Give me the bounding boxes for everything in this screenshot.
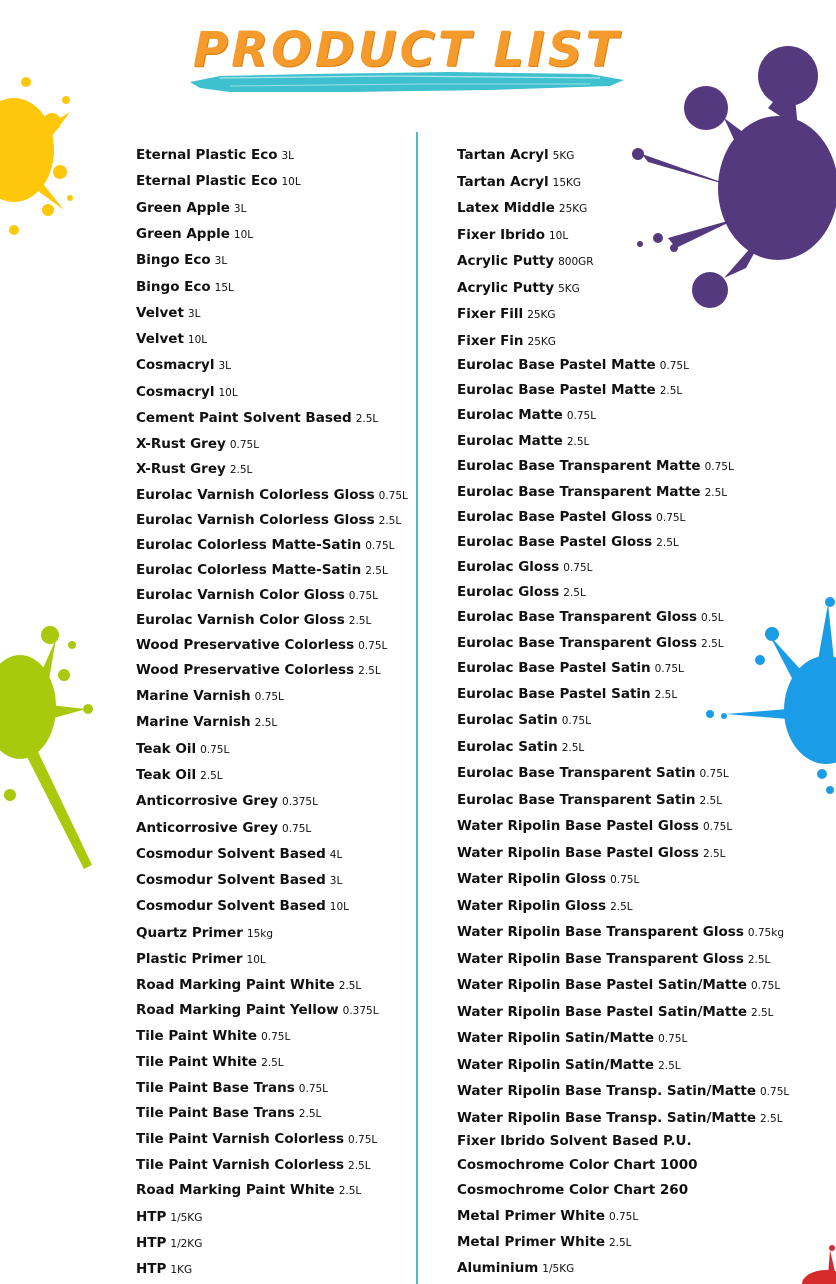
product-size: 2.5L xyxy=(701,637,724,650)
product-item xyxy=(136,354,231,373)
product-item xyxy=(457,379,682,398)
product-item xyxy=(457,250,594,269)
product-size: 3L xyxy=(329,875,343,888)
product-item xyxy=(136,1077,328,1096)
product-name: Cement Paint Solvent Based xyxy=(136,410,352,426)
product-item xyxy=(136,895,349,914)
product-item xyxy=(136,197,246,216)
product-name: Eurolac Varnish Colorless Gloss xyxy=(136,511,375,528)
product-name: Fixer Fill xyxy=(457,306,524,322)
product-size: 3L xyxy=(233,202,247,215)
product-item xyxy=(457,303,556,322)
product-size: 10L xyxy=(246,954,266,966)
product-size: 0.75L xyxy=(760,1086,790,1098)
product-size: 2.5L xyxy=(566,435,590,448)
product-name: Cosmodur Solvent Based xyxy=(136,872,326,889)
product-name: Eurolac Satin xyxy=(457,738,558,755)
product-name: Latex Middle xyxy=(457,200,555,216)
product-size: 2.5L xyxy=(702,847,726,860)
product-name: Tile Paint White xyxy=(136,1053,258,1070)
product-item xyxy=(136,869,342,888)
product-size: 0.75L xyxy=(200,743,230,756)
product-item xyxy=(136,1128,377,1147)
product-size: 0.75L xyxy=(658,1033,688,1045)
product-size: 0.75kg xyxy=(747,927,784,939)
product-item xyxy=(136,144,294,163)
product-name: Eurolac Base Transparent Satin xyxy=(457,791,696,808)
product-item xyxy=(457,815,732,834)
product-item xyxy=(457,354,689,373)
product-item xyxy=(136,484,408,503)
product-item xyxy=(457,606,724,625)
product-item xyxy=(457,683,677,702)
product-size: 2.5L xyxy=(563,587,586,599)
product-size: 2.5L xyxy=(261,1056,284,1069)
product-item xyxy=(457,1179,688,1198)
product-name: Road Marking Paint Yellow xyxy=(136,1002,339,1019)
product-item xyxy=(136,1232,202,1251)
product-item xyxy=(136,302,200,321)
product-item xyxy=(457,404,596,423)
product-name: Water Ripolin Gloss xyxy=(457,897,607,914)
product-size: 0.375L xyxy=(282,796,318,809)
product-size: 1/5KG xyxy=(542,1263,575,1275)
product-item xyxy=(136,1179,361,1198)
product-size: 0.75L xyxy=(656,512,686,524)
product-name: Teak Oil xyxy=(136,766,197,783)
product-size: 0.75L xyxy=(563,562,593,574)
product-name: Eurolac Base Pastel Satin xyxy=(457,685,651,702)
product-item xyxy=(136,223,253,242)
product-name: HTP xyxy=(136,1208,167,1225)
product-item xyxy=(136,276,234,295)
product-name: Eurolac Gloss xyxy=(457,559,560,575)
product-size: 0.75L xyxy=(229,438,260,451)
product-name: Metal Primer White xyxy=(457,1208,605,1224)
product-name: Eurolac Base Pastel Satin xyxy=(457,660,651,676)
product-item xyxy=(136,249,227,268)
product-item xyxy=(136,634,387,653)
product-name: Eurolac Base Transparent Satin xyxy=(457,765,696,781)
product-item xyxy=(457,736,584,755)
product-size: 10L xyxy=(187,334,208,347)
product-name: Water Ripolin Base Transp. Satin/Matte xyxy=(457,1083,756,1099)
product-name: Anticorrosive Grey xyxy=(136,819,279,836)
product-item xyxy=(136,1258,192,1277)
product-item xyxy=(136,170,301,189)
yellow-paint-splash xyxy=(0,60,80,250)
product-size: 0.75L xyxy=(699,768,729,780)
product-item xyxy=(136,509,401,528)
product-item xyxy=(457,762,729,781)
product-name: HTP xyxy=(136,1234,167,1251)
product-item xyxy=(136,407,378,426)
page-title: PRODUCT LIST xyxy=(192,22,622,78)
product-size: 10L xyxy=(281,176,301,189)
product-item xyxy=(457,868,639,887)
product-size: 0.75L xyxy=(254,691,284,703)
product-size: 0.75L xyxy=(702,821,733,833)
page-header xyxy=(186,18,628,90)
product-size: 15L xyxy=(214,281,234,294)
product-name: Water Ripolin Base Transparent Gloss xyxy=(457,924,744,940)
column-divider xyxy=(416,132,418,1284)
product-size: 2.5L xyxy=(358,664,381,677)
product-size: 2.5L xyxy=(298,1108,322,1121)
product-item xyxy=(457,1205,638,1224)
product-name: Velvet xyxy=(136,304,184,321)
product-name: Quartz Primer xyxy=(136,924,243,941)
product-name: Tile Paint Varnish Colorless xyxy=(136,1156,345,1173)
product-size: 2.5L xyxy=(747,953,771,966)
product-item xyxy=(457,948,770,967)
product-name: Cosmochrome Color Chart 1000 xyxy=(457,1156,698,1173)
green-paint-splash xyxy=(0,615,100,875)
product-item xyxy=(457,171,581,190)
product-size: 1/5KG xyxy=(170,1211,203,1224)
product-size: 2.5L xyxy=(561,741,585,754)
product-item xyxy=(136,790,318,809)
product-name: X-Rust Grey xyxy=(136,461,226,478)
product-name: Eurolac Colorless Matte-Satin xyxy=(136,536,362,553)
product-name: Water Ripolin Satin/Matte xyxy=(457,1056,655,1073)
product-name: Fixer Ibrido Solvent Based P.U. xyxy=(457,1133,692,1149)
product-size: 0.75L xyxy=(750,980,781,992)
product-name: Eurolac Varnish Color Gloss xyxy=(136,586,345,603)
product-item xyxy=(136,974,361,993)
product-item xyxy=(457,1154,697,1173)
product-item xyxy=(457,1080,789,1099)
product-item xyxy=(457,481,727,500)
product-name: Tartan Acryl xyxy=(457,147,549,163)
product-name: Eurolac Base Pastel Matte xyxy=(457,357,656,373)
product-name: Tile Paint Varnish Colorless xyxy=(136,1130,345,1147)
product-size: 0.75L xyxy=(378,489,408,502)
product-name: Eurolac Base Pastel Matte xyxy=(457,382,656,398)
product-item xyxy=(457,895,633,914)
product-name: Bingo Eco xyxy=(136,278,211,295)
product-size: 0.375L xyxy=(342,1005,379,1018)
product-name: X-Rust Grey xyxy=(136,435,226,452)
product-size: 25KG xyxy=(527,309,556,321)
product-name: Cosmodur Solvent Based xyxy=(136,898,326,915)
product-name: Anticorrosive Grey xyxy=(136,793,279,810)
product-item xyxy=(457,556,593,575)
product-item xyxy=(457,921,784,940)
product-size: 0.5L xyxy=(701,612,724,624)
product-item xyxy=(457,657,684,676)
product-item xyxy=(457,1001,774,1020)
product-name: Aluminium xyxy=(457,1260,539,1276)
product-name: Eternal Plastic Eco xyxy=(136,147,278,163)
product-size: 0.75L xyxy=(261,1031,291,1044)
product-name: Wood Preservative Colorless xyxy=(136,636,355,653)
product-name: Road Marking Paint White xyxy=(136,976,335,993)
product-name: Acrylic Putty xyxy=(457,253,555,269)
product-item xyxy=(136,433,259,452)
product-item xyxy=(457,842,726,861)
product-size: 0.75L xyxy=(358,639,388,652)
product-size: 0.75L xyxy=(561,715,591,727)
product-size: 0.75L xyxy=(608,1211,639,1223)
product-size: 0.75L xyxy=(610,874,640,886)
product-item xyxy=(136,458,252,477)
product-name: Teak Oil xyxy=(136,740,197,757)
product-size: 2.5L xyxy=(704,486,728,499)
product-name: Green Apple xyxy=(136,225,230,242)
product-name: Marine Varnish xyxy=(136,688,251,704)
product-size: 2.5L xyxy=(699,794,723,807)
product-item xyxy=(457,1130,692,1149)
product-item xyxy=(136,1102,321,1121)
product-size: 2.5L xyxy=(608,1237,632,1249)
product-name: HTP xyxy=(136,1261,167,1278)
product-size: 2.5L xyxy=(378,514,402,527)
product-name: Eurolac Varnish Colorless Gloss xyxy=(136,486,375,503)
product-item xyxy=(457,277,580,296)
product-size: 25KG xyxy=(558,203,588,215)
product-size: 2.5L xyxy=(254,717,278,730)
product-size: 0.75L xyxy=(365,539,395,552)
product-name: Tartan Acryl xyxy=(457,173,549,190)
product-size: 10L xyxy=(329,901,350,914)
product-name: Water Ripolin Base Transparent Gloss xyxy=(457,950,744,967)
product-item xyxy=(136,843,342,862)
product-item xyxy=(136,328,207,347)
product-size: 15kg xyxy=(246,927,274,940)
product-name: Tile Paint Base Trans xyxy=(136,1079,295,1096)
product-size: 2.5L xyxy=(365,564,388,577)
product-size: 3L xyxy=(281,150,295,162)
product-name: Eurolac Base Transparent Matte xyxy=(457,483,701,500)
product-name: Marine Varnish xyxy=(136,714,251,731)
product-item xyxy=(136,559,388,578)
product-size: 3L xyxy=(187,307,201,320)
product-name: Eurolac Base Transparent Matte xyxy=(457,458,701,474)
product-item xyxy=(457,632,724,651)
product-item xyxy=(457,789,722,808)
product-size: 15KG xyxy=(552,176,582,189)
product-item xyxy=(457,974,780,993)
product-size: 0.75L xyxy=(659,360,689,372)
product-item xyxy=(457,430,589,449)
product-name: Eurolac Base Pastel Gloss xyxy=(457,509,653,525)
product-item xyxy=(136,584,378,603)
product-size: 2.5L xyxy=(659,385,683,397)
product-size: 5KG xyxy=(552,150,575,162)
product-item xyxy=(136,738,229,757)
product-size: 3L xyxy=(218,360,232,373)
red-paint-splash xyxy=(770,1240,836,1284)
product-name: Tile Paint White xyxy=(136,1028,258,1045)
purple-paint-splash xyxy=(628,38,836,310)
product-size: 5KG xyxy=(558,282,580,295)
product-name: Water Ripolin Base Pastel Satin/Matte xyxy=(457,1003,747,1020)
product-name: Road Marking Paint White xyxy=(136,1182,335,1199)
product-item xyxy=(457,1257,574,1276)
product-name: Cosmodur Solvent Based xyxy=(136,845,326,862)
product-item xyxy=(136,764,223,783)
product-item xyxy=(136,685,284,704)
product-item xyxy=(136,817,311,836)
product-name: Velvet xyxy=(136,331,184,348)
product-size: 2.5L xyxy=(348,1159,371,1172)
product-size: 0.75L xyxy=(654,663,684,675)
product-size: 0.75L xyxy=(566,410,597,422)
product-name: Tile Paint Base Trans xyxy=(136,1105,295,1122)
product-item xyxy=(457,531,679,550)
product-size: 10L xyxy=(548,229,569,242)
product-name: Water Ripolin Gloss xyxy=(457,871,607,887)
product-name: Fixer Fin xyxy=(457,332,524,349)
product-item xyxy=(136,381,238,400)
product-size: 4L xyxy=(329,848,343,861)
product-item xyxy=(457,1054,681,1073)
product-name: Water Ripolin Base Pastel Gloss xyxy=(457,844,699,861)
product-name: Eternal Plastic Eco xyxy=(136,173,278,190)
product-item xyxy=(457,1107,783,1126)
product-name: Eurolac Satin xyxy=(457,712,558,728)
product-item xyxy=(457,455,734,474)
product-size: 0.75L xyxy=(348,1133,378,1146)
product-name: Eurolac Gloss xyxy=(457,584,560,600)
product-item xyxy=(457,709,591,728)
product-name: Bingo Eco xyxy=(136,252,211,269)
product-name: Wood Preservative Colorless xyxy=(136,661,355,678)
product-size: 10L xyxy=(233,228,254,241)
product-name: Metal Primer White xyxy=(457,1234,605,1250)
product-size: 2.5L xyxy=(348,614,372,627)
product-size: 2.5L xyxy=(610,900,633,913)
product-size: 3L xyxy=(214,255,228,268)
product-name: Eurolac Colorless Matte-Satin xyxy=(136,561,362,578)
product-item xyxy=(457,330,556,349)
product-item xyxy=(457,1231,632,1250)
product-item xyxy=(457,581,586,600)
product-size: 0.75L xyxy=(704,461,734,473)
product-name: Water Ripolin Satin/Matte xyxy=(457,1030,655,1046)
product-name: Cosmacryl xyxy=(136,357,215,374)
product-name: Water Ripolin Base Pastel Gloss xyxy=(457,818,699,834)
product-name: Cosmacryl xyxy=(136,383,215,400)
product-name: Eurolac Matte xyxy=(457,407,563,423)
product-name: Eurolac Base Transparent Gloss xyxy=(457,634,698,651)
product-name: Acrylic Putty xyxy=(457,279,555,296)
product-size: 1KG xyxy=(170,1264,193,1277)
product-size: 2.5L xyxy=(750,1006,774,1019)
product-size: 0.75L xyxy=(282,822,312,835)
product-item xyxy=(136,534,394,553)
product-item xyxy=(136,1051,284,1070)
product-name: Plastic Primer xyxy=(136,951,243,967)
product-name: Green Apple xyxy=(136,199,230,216)
product-item xyxy=(136,1154,371,1173)
product-size: 2.5L xyxy=(200,769,223,782)
product-item xyxy=(136,1025,290,1044)
product-size: 0.75L xyxy=(298,1082,329,1095)
product-size: 2.5L xyxy=(355,413,379,425)
product-item xyxy=(136,609,371,628)
product-size: 10L xyxy=(218,386,238,399)
product-size: 2.5L xyxy=(658,1059,681,1072)
product-size: 800GR xyxy=(558,256,594,268)
product-name: Fixer Ibrido xyxy=(457,226,545,243)
product-name: Eurolac Base Pastel Gloss xyxy=(457,534,653,550)
product-item xyxy=(136,711,277,730)
product-size: 1/2KG xyxy=(170,1237,203,1250)
product-item xyxy=(457,506,685,525)
product-name: Water Ripolin Base Transp. Satin/Matte xyxy=(457,1109,756,1126)
product-item xyxy=(457,197,587,216)
product-item xyxy=(136,922,273,941)
product-item xyxy=(136,948,266,967)
product-name: Eurolac Varnish Color Gloss xyxy=(136,611,345,628)
product-item xyxy=(457,1027,687,1046)
product-item xyxy=(136,659,381,678)
product-name: Eurolac Base Transparent Gloss xyxy=(457,609,698,625)
product-size: 2.5L xyxy=(656,537,679,549)
product-item xyxy=(136,999,379,1018)
product-size: 25KG xyxy=(527,335,556,348)
product-size: 2.5L xyxy=(338,1185,362,1198)
product-size: 2.5L xyxy=(760,1112,783,1125)
product-name: Water Ripolin Base Pastel Satin/Matte xyxy=(457,977,747,993)
product-size: 2.5L xyxy=(229,464,253,477)
product-item xyxy=(457,224,568,243)
product-item xyxy=(136,1206,202,1225)
product-size: 2.5L xyxy=(338,979,362,992)
product-name: Eurolac Matte xyxy=(457,432,563,449)
product-size: 2.5L xyxy=(654,688,678,701)
product-size: 0.75L xyxy=(348,589,378,602)
product-item xyxy=(457,144,574,163)
product-name: Cosmochrome Color Chart 260 xyxy=(457,1182,689,1198)
